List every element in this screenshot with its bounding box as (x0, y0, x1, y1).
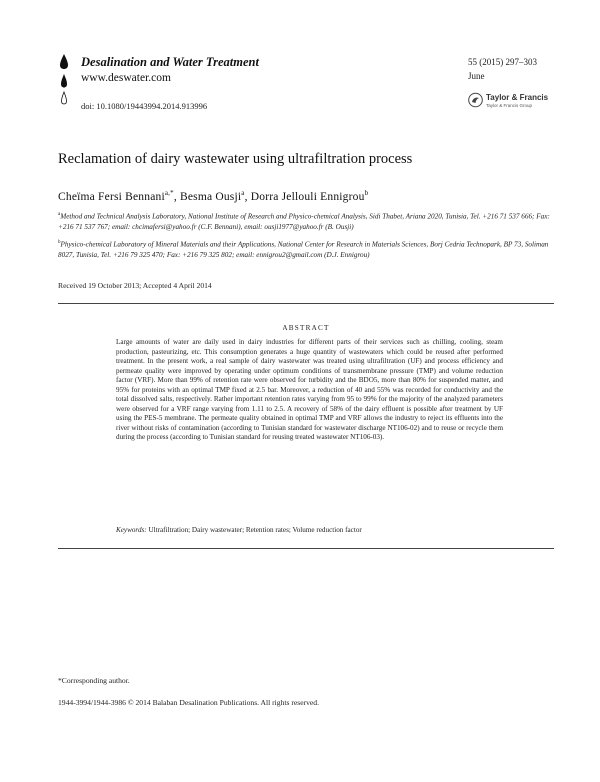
affiliation-text: Physico-chemical Laboratory of Mineral Materials and their Applications, National Center for Research in Materials Sciences, Borj Cedria Technopark, BP 73, Soliman 8027, Tunisia, Tel. +216 79 325 470; Fax: +216 79 325 802; email: ennigrou2@gmail.com (D.J. Ennigrou) (58, 240, 549, 260)
affiliation-a: $^a$Method and Technical Analysis Laboratory, National Institute of Research and Physico-chemical Analysis, Sidi Thabet, Ariana 2020, Tunisia, Tel. +216 71 537 666; Fax: +216 71 537 767; email: chcimafersi@yahoo.fr (C.F. Bennani), email: ousji1977@yahoo.fr (B. Ousji) (58, 212, 550, 232)
journal-name: Desalination and Water Treatment (81, 55, 259, 69)
publisher-name: Taylor & Francis (486, 93, 549, 102)
author-affiliation-marker: a (241, 189, 245, 197)
author-list: Cheïma Fersi Bennani$^{a,*}$, Besma Ousji$^a$, Dorra Jellouli Ennigrou$^b$ (58, 189, 369, 203)
author-affiliation-marker: a,* (164, 189, 174, 197)
abstract-top-rule (58, 303, 554, 304)
author-name: Dorra Jellouli Ennigrou (250, 190, 365, 203)
abstract-heading: ABSTRACT (282, 324, 330, 332)
publisher-group: Taylor & Francis Group (486, 103, 533, 108)
journal-drops-logo (57, 52, 71, 112)
abstract-bottom-rule (58, 548, 554, 549)
author-name: Besma Ousji (179, 190, 242, 203)
author-name: Cheïma Fersi Bennani (58, 190, 165, 203)
keywords-label: Keywords: (116, 526, 147, 534)
journal-url[interactable]: www.deswater.com (81, 72, 171, 84)
article-title: Reclamation of dairy wastewater using ultrafiltration process (58, 151, 413, 167)
abstract-text: Large amounts of water are daily used in dairy industries for different parts of their services such as chilling, cooling, steam production, pasteurizing, etc. This consumption generates a huge quantity of wastewaters which could be reused after performed treatment. In the present work, a real sample of dairy wastewater was treated using ultrafiltration (UF) and process efficiency and permeate quality were improved by operating under optimum conditions of transmembrane pressure (TMP) and volume reduction factor (VRF). More than 99% of retention rate were observed for turbidity and the BDO5, more than 80% for suspended matter, and 95% for proteins with an optimal TMP fixed at 2.5 bar. Moreover, a reduction of 40 and 55% was recorded for conductivity and the total dissolved salts, respectively. Rather important retention rates varying from 95 to 99% for the majority of the analyzed parameters were observed for a VRF range varying from 1.11 to 2.5. A recovery of 58% of the dairy effluent is possible after treatment by UF using the PES-5 membrane. The permeate quality obtained in optimal TMP and VRF allows the industry to reject its effluents into the river without risks of contamination (according to Tunisian standard for wastewater discharge NT106-02) and to reuse or recycle them during the process (according to Tunisian standard for reusing treated wastewater NT106-03). (116, 338, 503, 441)
copyright-line: 1944-3994/1944-3986 © 2014 Balaban Desalination Publications. All rights reserved. (58, 698, 319, 707)
publisher-emblem-icon (468, 92, 483, 108)
affiliation-b: $^b$Physico-chemical Laboratory of Mineral Materials and their Applications, National Center for Research in Materials Sciences, Borj Cedria Technopark, BP 73, Soliman 8027, Tunisia, Tel. +216 79 325 470; Fax: +216 79 325 802; email: ennigrou2@gmail.com (D.J. Ennigrou) (58, 240, 549, 260)
corresponding-author-note: *Corresponding author. (58, 676, 130, 685)
issue-month: June (468, 71, 485, 81)
keywords-list: Ultrafiltration; Dairy wastewater; Retention rates; Volume reduction factor (148, 526, 362, 534)
received-dates: Received 19 October 2013; Accepted 4 April 2014 (58, 281, 212, 290)
author-affiliation-marker: b (364, 189, 369, 197)
keywords (116, 526, 503, 534)
volume-pages: 55 (2015) 297–303 (468, 57, 537, 67)
affiliation-text: Method and Technical Analysis Laboratory, National Institute of Research and Physico-chemical Analysis, Sidi Thabet, Ariana 2020, Tunisia, Tel. +216 71 537 666; Fax: +216 71 537 767; email: chcimafersi@yahoo.fr (C.F. Bennani), email: ousji1977@yahoo.fr (B. Ousji) (58, 212, 550, 232)
doi[interactable]: doi: 10.1080/19443994.2014.913996 (81, 101, 208, 111)
publisher-logo (468, 92, 558, 114)
